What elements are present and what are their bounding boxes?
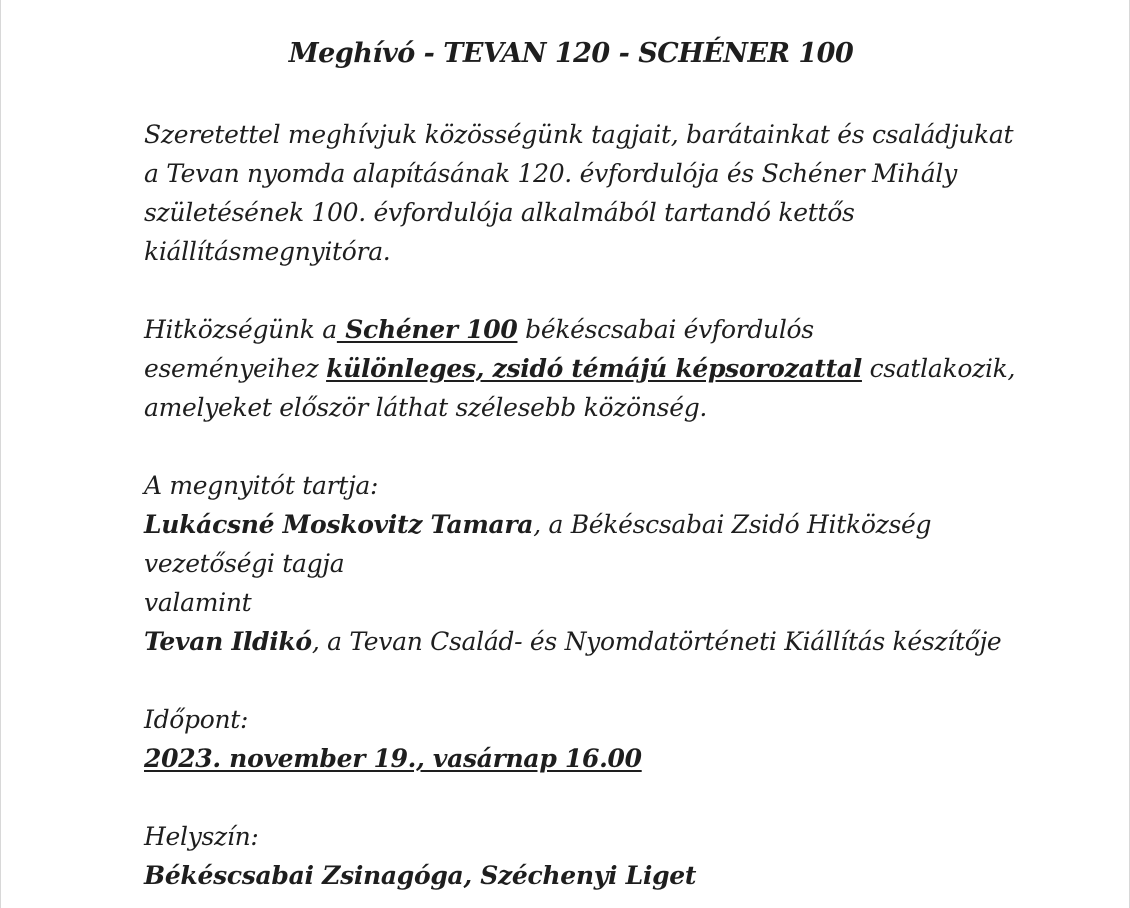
community-line-2: [144, 349, 1014, 388]
community-line2-post: csatlakozik,: [861, 354, 1016, 383]
speaker-1-role: , a Békéscsabai Zsidó Hitközség: [533, 510, 932, 539]
community-line-3: amelyeket először láthat szélesebb közönség.: [144, 393, 708, 422]
intro-line-1: Szeretettel meghívjuk közösségünk tagjait, barátainkat és családjukat: [144, 120, 1014, 149]
speaker-1-role-continued: vezetőségi tagja: [144, 549, 345, 578]
speaker-2-role: , a Tevan Család- és Nyomdatörténeti Kiállítás készítője: [311, 627, 1002, 656]
time-label: Időpont:: [144, 705, 249, 734]
document-body: [144, 115, 1014, 895]
intro-line-4: kiállításmegnyitóra.: [144, 237, 391, 266]
community-line-1: [144, 310, 1014, 349]
intro-line-3: születésének 100. évfordulója alkalmából tartandó kettős: [144, 198, 855, 227]
time-paragraph: [144, 700, 1014, 778]
community-line2-pre: eseményeihez: [144, 354, 327, 383]
schener-highlight: Schéner 100: [336, 315, 518, 344]
community-paragraph: [144, 310, 1014, 427]
document-title: Meghívó - TEVAN 120 - SCHÉNER 100: [288, 38, 854, 69]
community-pre-text: Hitközségünk a: [144, 315, 337, 344]
place-label: Helyszín:: [144, 822, 259, 851]
place-paragraph: [144, 817, 1014, 895]
place-value: Békéscsabai Zsinagóga, Széchenyi Liget: [144, 861, 697, 890]
intro-paragraph: [144, 115, 1014, 271]
opening-heading: A megnyitót tartja:: [144, 471, 379, 500]
opening-paragraph: [144, 466, 1014, 661]
speaker-1-name: Lukácsné Moskovitz Tamara: [144, 510, 534, 539]
speaker-1: [144, 505, 1014, 544]
speaker-2: [144, 622, 1014, 661]
series-highlight: különleges, zsidó témájú képsorozattal: [326, 354, 862, 383]
community-mid-text: békéscsabai évfordulós: [517, 315, 814, 344]
connector-text: valamint: [144, 588, 252, 617]
time-value: 2023. november 19., vasárnap 16.00: [144, 744, 642, 773]
speaker-2-name: Tevan Ildikó: [144, 627, 312, 656]
intro-line-2: a Tevan nyomda alapításának 120. évfordulója és Schéner Mihály: [144, 159, 957, 188]
